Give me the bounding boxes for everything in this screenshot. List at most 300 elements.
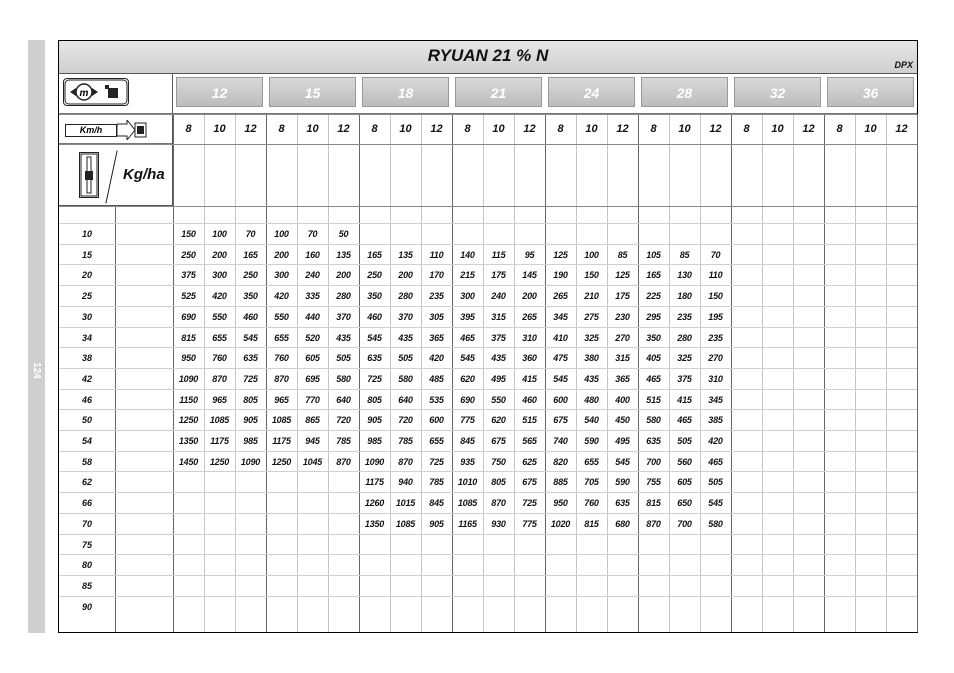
dose-cell: 1090 [240, 456, 261, 467]
dose-cell: 300 [274, 270, 289, 281]
dose-cell: 775 [460, 415, 475, 426]
dose-cell: 360 [522, 353, 537, 364]
dose-cell: 350 [646, 332, 661, 343]
dose-cell: 315 [491, 311, 506, 322]
dose-cell: 770 [305, 394, 320, 405]
dose-cell: 635 [367, 353, 382, 364]
dose-cell: 325 [584, 332, 599, 343]
dose-cell: 520 [305, 332, 320, 343]
dose-cell: 110 [429, 249, 444, 260]
dose-cell: 985 [367, 436, 382, 446]
rate-label: 85 [81, 580, 92, 591]
dose-cell: 420 [708, 436, 723, 446]
rate-label: 50 [81, 415, 92, 426]
dose-cell: 435 [336, 332, 351, 343]
dose-cell: 1350 [364, 518, 385, 529]
dose-cell: 130 [677, 270, 692, 281]
dose-cell: 145 [522, 270, 537, 281]
speed-header: 10 [678, 123, 691, 135]
dose-cell: 905 [243, 415, 258, 426]
header-row-divider [59, 206, 917, 207]
speed-header: 10 [864, 123, 877, 135]
dose-cell: 270 [615, 332, 630, 343]
dose-cell: 420 [274, 291, 289, 302]
dose-cell: 400 [615, 394, 630, 405]
dose-cell: 365 [429, 332, 444, 343]
dose-cell: 740 [553, 436, 568, 446]
dose-cell: 250 [243, 270, 258, 281]
speed-header: 8 [836, 123, 843, 135]
rate-label: 34 [81, 332, 92, 343]
dose-cell: 930 [491, 518, 506, 529]
dose-cell: 410 [553, 332, 568, 343]
dose-cell: 725 [522, 498, 537, 509]
dose-cell: 590 [615, 477, 630, 488]
dose-cell: 965 [212, 394, 227, 405]
dose-cell: 725 [429, 456, 444, 467]
speed-header: 12 [802, 123, 815, 135]
dose-cell: 785 [336, 436, 351, 446]
dose-cell: 775 [522, 518, 537, 529]
dose-cell: 165 [646, 270, 661, 281]
dose-cell: 210 [584, 291, 599, 302]
rate-column-divider [115, 206, 116, 632]
dose-cell: 1350 [178, 436, 199, 446]
dose-cell: 675 [553, 415, 568, 426]
dose-cell: 495 [615, 436, 630, 446]
dose-cell: 545 [367, 332, 382, 343]
dose-cell: 200 [336, 270, 351, 281]
dose-cell: 280 [398, 291, 413, 302]
dose-cell: 70 [307, 229, 318, 239]
rate-label: 80 [81, 560, 92, 571]
dose-cell: 515 [522, 415, 537, 426]
dose-cell: 170 [429, 270, 444, 281]
dose-cell: 350 [243, 291, 258, 302]
dose-cell: 235 [677, 311, 692, 322]
dose-cell: 635 [243, 353, 258, 364]
dose-cell: 870 [274, 373, 289, 384]
dose-cell: 1085 [395, 518, 416, 529]
rate-label: 42 [81, 373, 92, 384]
dose-cell: 250 [181, 249, 196, 260]
dose-cell: 180 [677, 291, 692, 302]
dose-cell: 345 [708, 394, 723, 405]
dose-cell: 345 [553, 311, 568, 322]
dose-cell: 760 [584, 498, 599, 509]
rate-label: 20 [81, 270, 92, 281]
dose-cell: 590 [584, 436, 599, 446]
dose-cell: 640 [398, 394, 413, 405]
dose-cell: 655 [429, 436, 444, 446]
speed-header: 10 [771, 123, 784, 135]
dose-cell: 870 [646, 518, 661, 529]
dose-table-sheet [58, 40, 918, 633]
dose-cell: 580 [398, 373, 413, 384]
rate-label: 25 [81, 291, 92, 302]
dose-cell: 705 [584, 477, 599, 488]
dose-cell: 370 [398, 311, 413, 322]
dose-cell: 1020 [550, 518, 571, 529]
dose-label: Kg/ha [123, 166, 165, 183]
dose-cell: 505 [336, 353, 351, 364]
dose-cell: 100 [584, 249, 599, 260]
dose-cell: 395 [460, 311, 475, 322]
dose-cell: 815 [646, 498, 661, 509]
dose-cell: 435 [491, 353, 506, 364]
dose-cell: 265 [553, 291, 568, 302]
dose-cell: 450 [615, 415, 630, 426]
dose-cell: 655 [212, 332, 227, 343]
speed-header: 8 [185, 123, 192, 135]
dose-cell: 1090 [364, 456, 385, 467]
dose-cell: 1010 [457, 477, 478, 488]
dose-cell: 545 [553, 373, 568, 384]
dose-cell: 100 [212, 229, 227, 239]
dose-cell: 1165 [458, 518, 477, 529]
dose-cell: 540 [584, 415, 599, 426]
dose-cell: 560 [677, 456, 692, 467]
dose-cell: 85 [679, 249, 690, 260]
header-row-divider [59, 114, 917, 115]
dose-cell: 675 [522, 477, 537, 488]
header-row-divider [59, 144, 917, 145]
dose-cell: 140 [460, 249, 475, 260]
dose-cell: 230 [615, 311, 630, 322]
dose-cell: 515 [646, 394, 661, 405]
dose-cell: 580 [646, 415, 661, 426]
dose-cell: 240 [491, 291, 506, 302]
dose-cell: 195 [708, 311, 723, 322]
dose-cell: 460 [522, 394, 537, 405]
speed-header: 12 [616, 123, 629, 135]
dose-cell: 485 [429, 373, 444, 384]
dose-cell: 640 [336, 394, 351, 405]
page-number: 124 [31, 362, 42, 379]
dose-cell: 150 [584, 270, 599, 281]
dose-cell: 700 [677, 518, 692, 529]
row-divider [59, 534, 917, 535]
dose-cell: 625 [522, 456, 537, 467]
dose-cell: 905 [367, 415, 382, 426]
dose-cell: 985 [243, 436, 258, 446]
dose-cell: 460 [367, 311, 382, 322]
dose-cell: 725 [243, 373, 258, 384]
dose-cell: 420 [212, 291, 227, 302]
dose-cell: 50 [338, 229, 349, 239]
dose-cell: 870 [212, 373, 227, 384]
dose-cell: 545 [708, 498, 723, 509]
dose-cell: 755 [646, 477, 661, 488]
dose-cell: 820 [553, 456, 568, 467]
rate-label: 75 [81, 539, 92, 550]
row-divider [59, 554, 917, 555]
dose-cell: 870 [491, 498, 506, 509]
dose-cell: 1150 [179, 394, 198, 405]
speed-header: 8 [650, 123, 657, 135]
dose-cell: 1085 [457, 498, 478, 509]
dose-cell: 160 [305, 249, 320, 260]
dose-cell: 380 [584, 353, 599, 364]
dose-cell: 620 [491, 415, 506, 426]
dose-cell: 150 [708, 291, 723, 302]
dose-cell: 100 [274, 229, 289, 239]
speed-header: 10 [585, 123, 598, 135]
dose-cell: 1250 [178, 415, 199, 426]
dose-cell: 375 [677, 373, 692, 384]
dose-cell: 580 [708, 518, 723, 529]
dose-cell: 415 [522, 373, 537, 384]
dose-cell: 95 [524, 249, 535, 260]
dose-cell: 760 [274, 353, 289, 364]
dose-cell: 275 [584, 311, 599, 322]
dose-cell: 525 [181, 291, 196, 302]
dose-cell: 815 [584, 518, 599, 529]
dose-cell: 605 [677, 477, 692, 488]
dose-cell: 1250 [209, 456, 230, 467]
width-group-header: 12 [176, 77, 263, 107]
dose-cell: 535 [429, 394, 444, 405]
dose-cell: 695 [305, 373, 320, 384]
rate-label: 54 [81, 436, 92, 446]
dose-cell: 405 [646, 353, 661, 364]
dose-cell: 605 [305, 353, 320, 364]
table-title: RYUAN 21 % N [427, 46, 549, 65]
dose-cell: 550 [491, 394, 506, 405]
dose-cell: 550 [274, 311, 289, 322]
dose-cell: 190 [553, 270, 568, 281]
width-group-header: 15 [269, 77, 356, 107]
dose-cell: 870 [336, 456, 351, 467]
dose-cell: 125 [615, 270, 630, 281]
dose-cell: 270 [708, 353, 723, 364]
dose-cell: 235 [708, 332, 723, 343]
dose-cell: 550 [212, 311, 227, 322]
dose-cell: 150 [181, 229, 196, 239]
dose-cell: 225 [646, 291, 661, 302]
dose-cell: 200 [522, 291, 537, 302]
speed-header: 10 [492, 123, 505, 135]
dose-cell: 505 [398, 353, 413, 364]
dose-cell: 950 [553, 498, 568, 509]
dose-cell: 1045 [302, 456, 323, 467]
side-strip [28, 40, 45, 633]
dose-cell: 1450 [178, 456, 199, 467]
dose-cell: 675 [491, 436, 506, 446]
dose-cell: 440 [305, 311, 320, 322]
rate-label: 58 [81, 456, 92, 467]
dose-cell: 240 [305, 270, 320, 281]
speed-label: Km/h [65, 124, 117, 137]
dose-cell: 480 [584, 394, 599, 405]
dose-cell: 545 [615, 456, 630, 467]
dose-cell: 250 [367, 270, 382, 281]
speed-header: 12 [895, 123, 908, 135]
dose-cell: 335 [305, 291, 320, 302]
dose-cell: 165 [243, 249, 258, 260]
dose-cell: 350 [367, 291, 382, 302]
dose-cell: 505 [708, 477, 723, 488]
dose-cell: 465 [708, 456, 723, 467]
width-group-header: 21 [455, 77, 542, 107]
width-group-header: 32 [734, 77, 821, 107]
dose-cell: 1175 [365, 477, 384, 488]
dose-cell: 115 [491, 249, 506, 260]
rate-label: 38 [81, 353, 92, 364]
dose-cell: 375 [181, 270, 196, 281]
speed-header: 12 [337, 123, 350, 135]
dose-cell: 680 [615, 518, 630, 529]
speed-header: 8 [743, 123, 750, 135]
dose-cell: 505 [677, 436, 692, 446]
column-divider [917, 114, 918, 632]
dose-cell: 1090 [178, 373, 199, 384]
dose-cell: 565 [522, 436, 537, 446]
dose-cell: 720 [336, 415, 351, 426]
dose-cell: 175 [491, 270, 506, 281]
dose-grid [59, 41, 917, 632]
dose-cell: 200 [212, 249, 227, 260]
rate-label: 90 [81, 601, 92, 612]
dose-cell: 785 [429, 477, 444, 488]
dose-cell: 690 [181, 311, 196, 322]
dose-cell: 720 [398, 415, 413, 426]
dose-cell: 700 [646, 456, 661, 467]
dose-cell: 370 [336, 311, 351, 322]
dose-cell: 200 [274, 249, 289, 260]
row-divider [59, 575, 917, 576]
speed-header: 12 [244, 123, 257, 135]
dose-cell: 165 [367, 249, 382, 260]
dose-cell: 325 [677, 353, 692, 364]
dose-cell: 1175 [272, 436, 291, 446]
dose-cell: 950 [181, 353, 196, 364]
dose-cell: 465 [677, 415, 692, 426]
dose-cell: 945 [305, 436, 320, 446]
dose-cell: 865 [305, 415, 320, 426]
dose-cell: 935 [460, 456, 475, 467]
dose-cell: 125 [553, 249, 568, 260]
dose-cell: 545 [243, 332, 258, 343]
speed-header: 12 [430, 123, 443, 135]
dose-cell: 1085 [209, 415, 230, 426]
dose-cell: 885 [553, 477, 568, 488]
dose-cell: 415 [677, 394, 692, 405]
dose-cell: 805 [491, 477, 506, 488]
dose-cell: 420 [429, 353, 444, 364]
table-code: DPX [894, 60, 913, 70]
dose-cell: 475 [553, 353, 568, 364]
dose-cell: 650 [677, 498, 692, 509]
speed-header: 8 [278, 123, 285, 135]
dose-cell: 870 [398, 456, 413, 467]
svg-text:m: m [79, 88, 89, 99]
speed-header: 10 [213, 123, 226, 135]
dose-cell: 805 [243, 394, 258, 405]
speed-header: 12 [709, 123, 722, 135]
dose-cell: 305 [429, 311, 444, 322]
width-group-header: 36 [827, 77, 914, 107]
speed-header: 8 [557, 123, 564, 135]
speed-header: 8 [371, 123, 378, 135]
dose-cell: 655 [584, 456, 599, 467]
dose-cell: 495 [491, 373, 506, 384]
speed-header: 12 [523, 123, 536, 135]
dose-cell: 280 [677, 332, 692, 343]
dose-cell: 1260 [364, 498, 385, 509]
width-group-header: 24 [548, 77, 635, 107]
dose-cell: 600 [429, 415, 444, 426]
dose-cell: 1250 [271, 456, 292, 467]
dose-cell: 905 [429, 518, 444, 529]
dose-cell: 175 [615, 291, 630, 302]
dose-cell: 635 [646, 436, 661, 446]
dose-cell: 110 [708, 270, 723, 281]
speed-header: 10 [399, 123, 412, 135]
dose-cell: 300 [212, 270, 227, 281]
dose-cell: 375 [491, 332, 506, 343]
width-group-header: 28 [641, 77, 728, 107]
speed-header: 8 [464, 123, 471, 135]
dose-cell: 845 [460, 436, 475, 446]
rate-label: 70 [81, 518, 92, 529]
dose-cell: 315 [615, 353, 630, 364]
dose-cell: 265 [522, 311, 537, 322]
rate-label: 62 [81, 477, 92, 488]
rate-label: 10 [81, 229, 92, 239]
dose-cell: 1015 [395, 498, 416, 509]
rate-label: 30 [81, 311, 92, 322]
dose-cell: 545 [460, 353, 475, 364]
rate-label: 15 [81, 249, 92, 260]
dose-cell: 845 [429, 498, 444, 509]
dose-cell: 815 [181, 332, 196, 343]
rate-label: 46 [81, 394, 92, 405]
rate-label: 66 [81, 498, 92, 509]
dose-cell: 70 [710, 249, 721, 260]
dose-cell: 1175 [210, 436, 229, 446]
dose-cell: 1085 [271, 415, 292, 426]
dose-cell: 135 [398, 249, 413, 260]
dose-cell: 620 [460, 373, 475, 384]
dose-cell: 785 [398, 436, 413, 446]
dose-cell: 460 [243, 311, 258, 322]
dose-cell: 385 [708, 415, 723, 426]
dose-cell: 690 [460, 394, 475, 405]
dose-cell: 435 [398, 332, 413, 343]
dose-cell: 85 [617, 249, 628, 260]
dose-cell: 965 [274, 394, 289, 405]
dose-cell: 295 [646, 311, 661, 322]
dose-cell: 235 [429, 291, 444, 302]
dose-cell: 435 [584, 373, 599, 384]
dose-cell: 580 [336, 373, 351, 384]
speed-header: 10 [306, 123, 319, 135]
width-group-header: 18 [362, 77, 449, 107]
dose-cell: 300 [460, 291, 475, 302]
dose-cell: 805 [367, 394, 382, 405]
dose-cell: 280 [336, 291, 351, 302]
dose-cell: 105 [646, 249, 661, 260]
dose-cell: 465 [460, 332, 475, 343]
row-divider [59, 596, 917, 597]
dose-cell: 200 [398, 270, 413, 281]
dose-cell: 635 [615, 498, 630, 509]
dose-cell: 365 [615, 373, 630, 384]
dose-cell: 655 [274, 332, 289, 343]
dose-cell: 600 [553, 394, 568, 405]
dose-cell: 725 [367, 373, 382, 384]
